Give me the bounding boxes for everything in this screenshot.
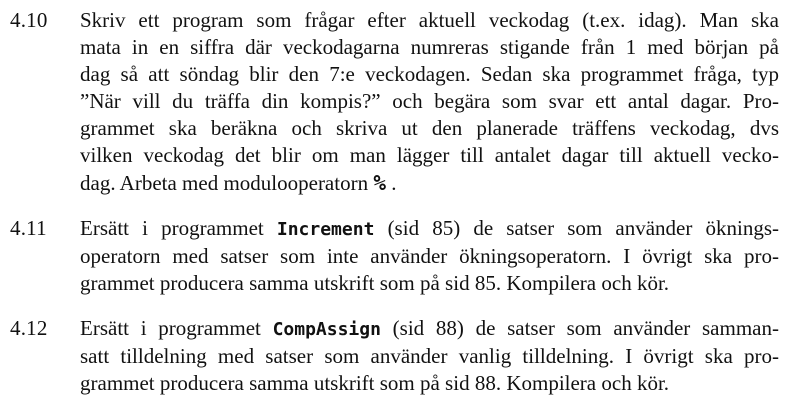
modulo-operator-code: % — [373, 170, 386, 195]
text-line: grammet producera samma utskrift som på sid 88. Kompilera och kör. — [80, 371, 670, 396]
text-line: operatorn med satser som inte använder ökningsoperatorn. I övrigt ska pro- — [80, 244, 779, 269]
text-line: grammet producera samma utskrift som på sid 85. Kompilera och kör. — [80, 271, 670, 296]
exercise-number: 4.11 — [10, 216, 47, 240]
text-line: grammet ska beräkna och skriva ut den planerade träffens veckodag, dvs — [80, 116, 779, 141]
text-line — [80, 215, 779, 243]
program-name-code: Increment — [276, 219, 375, 240]
text-line: dag så att söndag blir den 7:e veckodagen. Sedan ska programmet fråga, typ — [80, 62, 779, 87]
exercise-text — [80, 315, 779, 397]
exercise-text — [80, 7, 779, 197]
text-fragment: Ersätt i programmet — [80, 316, 273, 340]
text-line: mata in en siffra där veckodagarna numreras stigande från 1 med början på — [80, 35, 779, 60]
text-line: satt tilldelning med satser som använder vanlig tilldelning. I övrigt ska pro- — [80, 344, 779, 369]
text-fragment: . — [386, 170, 397, 195]
text-line: ”När vill du träffa din kompis?” och begära som svar ett antal dagar. Pro- — [80, 89, 779, 114]
text-line: vilken veckodag det blir om man lägger till antalet dagar till aktuell vecko- — [80, 143, 779, 168]
exercise-number: 4.12 — [10, 316, 48, 340]
text-fragment: (sid 85) de satser som använder öknings- — [374, 216, 779, 240]
text-fragment: dag. Arbeta med modulooperatorn — [80, 170, 374, 195]
exercise-text — [80, 215, 779, 297]
text-fragment: Ersätt i programmet — [80, 216, 277, 240]
text-line — [80, 315, 779, 343]
text-line — [80, 170, 779, 197]
program-name-code: CompAssign — [272, 319, 381, 340]
text-fragment: (sid 88) de satser som använder samman- — [380, 316, 779, 340]
text-line: Skriv ett program som frågar efter aktuell veckodag (t.ex. idag). Man ska — [80, 8, 779, 32]
exercise-number: 4.10 — [10, 8, 48, 32]
